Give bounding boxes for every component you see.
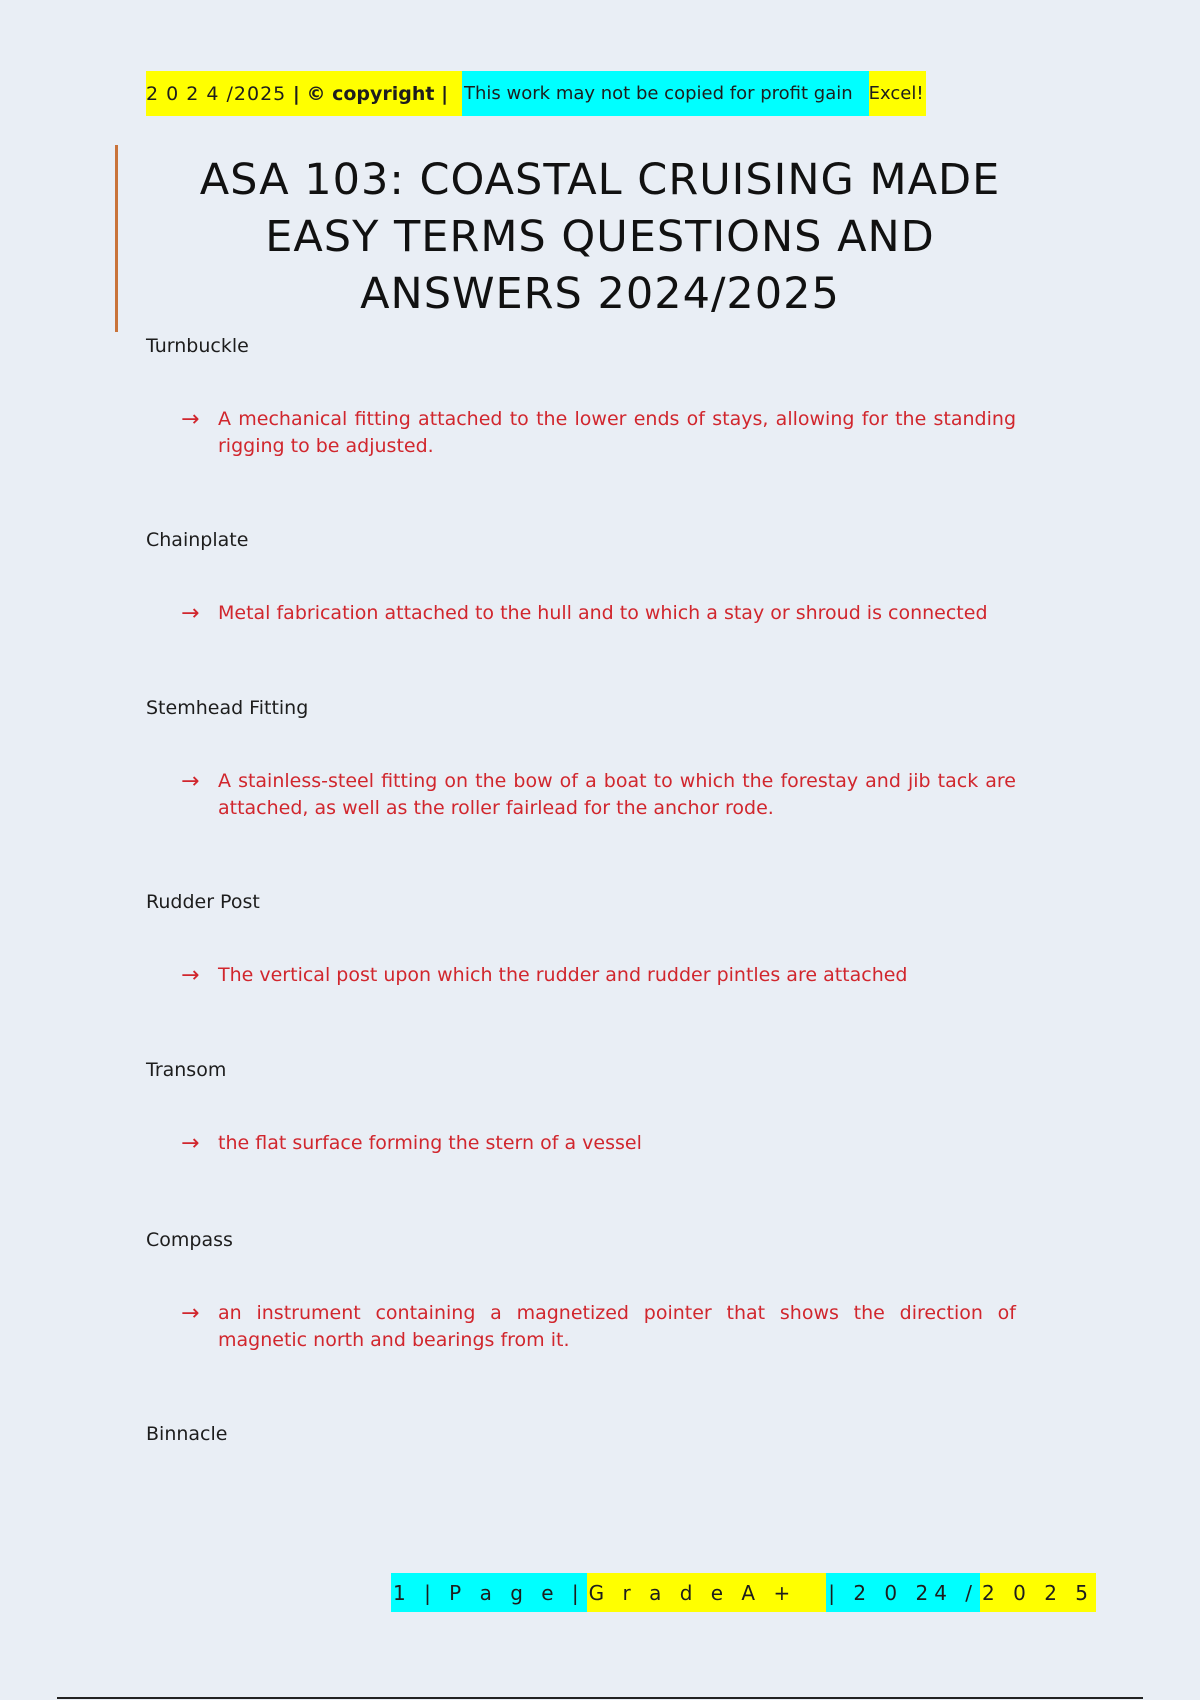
term-label: Transom xyxy=(146,1059,227,1081)
definition xyxy=(181,600,1016,627)
definition-text: The vertical post upon which the rudder and rudder pintles are attached xyxy=(218,964,908,986)
header-copyright-text: | © copyright | xyxy=(292,82,449,105)
definition-text: an instrument containing a magnetized pointer that shows the direction of magnetic north and bearings from it. xyxy=(218,1302,1016,1351)
title-accent-rule xyxy=(115,145,118,332)
definition xyxy=(181,962,1016,989)
header-notice: This work may not be copied for profit gain xyxy=(462,71,869,116)
arrow-right-icon: → xyxy=(181,407,200,432)
page-title: ASA 103: COASTAL CRUISING MADE EASY TERMS QUESTIONS AND ANSWERS 2024/2025 xyxy=(199,155,1001,319)
page-footer xyxy=(391,1573,1096,1612)
definition xyxy=(181,406,1016,460)
term-label: Stemhead Fitting xyxy=(146,697,309,719)
definition xyxy=(181,1130,1016,1157)
bottom-divider xyxy=(57,1697,1143,1699)
definition xyxy=(181,1300,1016,1354)
term-label: Chainplate xyxy=(146,529,249,551)
arrow-right-icon: → xyxy=(181,1301,200,1326)
term-label: Compass xyxy=(146,1229,233,1251)
definition-text: Metal fabrication attached to the hull and to which a stay or shroud is connected xyxy=(218,602,988,624)
footer-grade: G r a d e A + xyxy=(587,1573,827,1612)
footer-page-number: 1 | P a g e | xyxy=(391,1573,587,1612)
definition-text: the flat surface forming the stern of a vessel xyxy=(218,1132,642,1154)
header-copyright xyxy=(286,71,462,116)
arrow-right-icon: → xyxy=(181,963,200,988)
term-label: Turnbuckle xyxy=(146,335,249,357)
definition-text: A mechanical fitting attached to the lower ends of stays, allowing for the standing rigging to be adjusted. xyxy=(218,408,1016,457)
arrow-right-icon: → xyxy=(181,769,200,794)
term-label: Binnacle xyxy=(146,1423,228,1445)
header-banner xyxy=(146,71,926,116)
footer-year-start: | 2 0 24 / xyxy=(826,1573,980,1612)
arrow-right-icon: → xyxy=(181,1131,200,1156)
header-date: 2 0 2 4 /2025 xyxy=(146,71,286,116)
term-label: Rudder Post xyxy=(146,891,260,913)
definition-text: A stainless-steel fitting on the bow of a boat to which the forestay and jib tack are attached, as well as the roller fairlead for the anchor rode. xyxy=(218,770,1016,819)
footer-year-end: 2 0 2 5 xyxy=(980,1573,1096,1612)
arrow-right-icon: → xyxy=(181,601,200,626)
header-excel: Excel! xyxy=(869,71,926,116)
definition xyxy=(181,768,1016,822)
